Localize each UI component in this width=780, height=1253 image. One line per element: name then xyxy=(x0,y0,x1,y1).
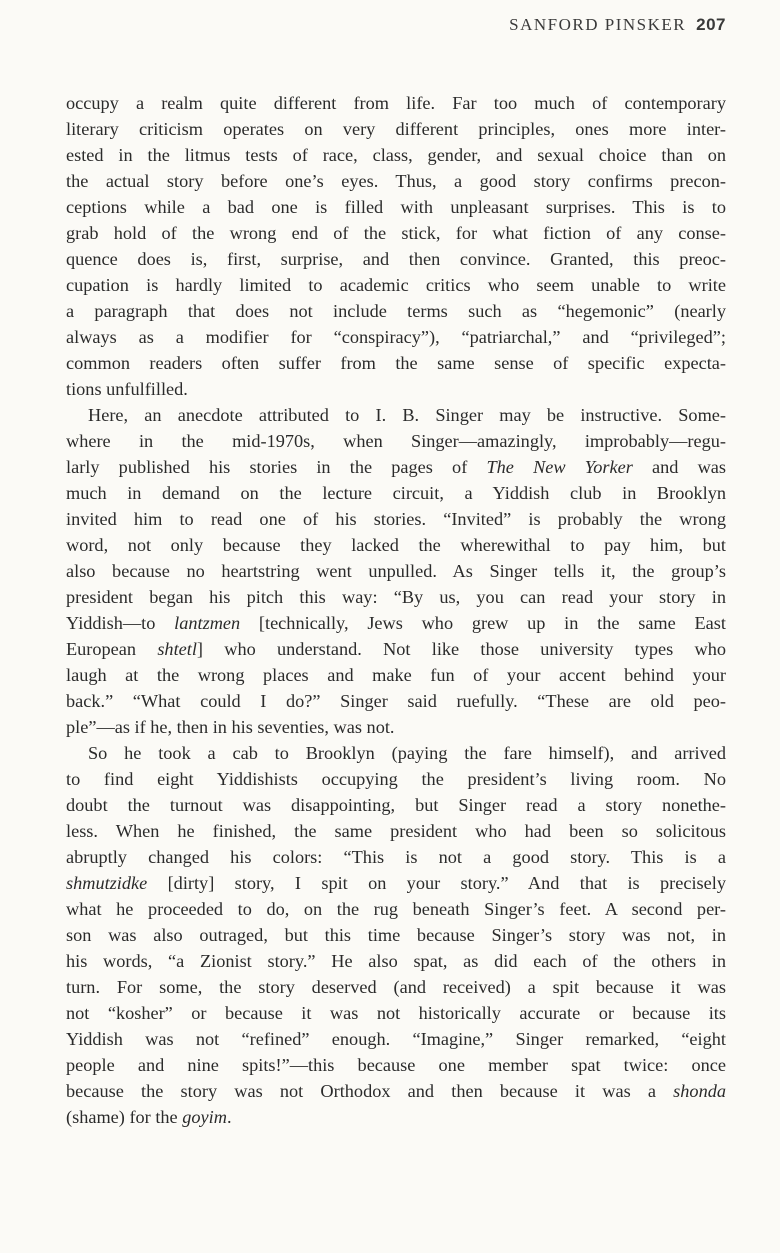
text-run: to find eight Yiddishists occupying the president’s living room. No xyxy=(66,769,726,789)
text-run: word, not only because they lacked the wherewithal to pay him, but xyxy=(66,535,726,555)
text-line xyxy=(66,948,726,974)
text-line xyxy=(66,922,726,948)
text-run: much in demand on the lecture circuit, a Yiddish club in Brooklyn xyxy=(66,483,726,503)
text-line xyxy=(66,428,726,454)
text-run: where in the mid-1970s, when Singer—amazingly, improbably—regu- xyxy=(66,431,726,451)
text-line xyxy=(66,1078,726,1104)
text-run: ple”—as if he, then in his seventies, was not. xyxy=(66,717,395,737)
paragraph xyxy=(66,402,726,740)
text-run: tions unfulfilled. xyxy=(66,379,188,399)
text-line xyxy=(66,714,726,740)
text-line xyxy=(66,1052,726,1078)
text-line xyxy=(66,90,726,116)
text-run: turn. For some, the story deserved (and received) a spit because it was xyxy=(66,977,726,997)
text-run: invited him to read one of his stories. “Invited” is probably the wrong xyxy=(66,509,726,529)
running-head-author: SANFORD PINSKER xyxy=(509,15,687,34)
text-run: Here, an anecdote attributed to I. B. Singer may be instructive. Some- xyxy=(88,405,726,425)
text-line xyxy=(66,324,726,350)
text-run: cupation is hardly limited to academic critics who seem unable to write xyxy=(66,275,726,295)
text-line xyxy=(66,116,726,142)
text-run: Yiddish—to xyxy=(66,613,175,633)
text-line xyxy=(66,506,726,532)
text-run: ested in the litmus tests of race, class, gender, and sexual choice than on xyxy=(66,145,726,165)
text-line xyxy=(66,402,726,428)
text-run: occupy a realm quite different from life. Far too much of contemporary xyxy=(66,93,726,113)
paragraph xyxy=(66,740,726,1130)
text-run: and was xyxy=(632,457,726,477)
text-run: his words, “a Zionist story.” He also spat, as did each of the others in xyxy=(66,951,726,971)
text-run: president began his pitch this way: “By us, you can read your story in xyxy=(66,587,726,607)
text-line xyxy=(66,740,726,766)
text-run: a paragraph that does not include terms such as “hegemonic” (nearly xyxy=(66,301,726,321)
text-line xyxy=(66,376,726,402)
italic-text: The New Yorker xyxy=(486,457,633,477)
text-run: not “kosher” or because it was not historically accurate or because its xyxy=(66,1003,726,1023)
text-line xyxy=(66,896,726,922)
text-line xyxy=(66,792,726,818)
italic-text: goyim xyxy=(182,1107,227,1127)
text-run: ] who understand. Not like those university types who xyxy=(196,639,726,659)
text-line xyxy=(66,662,726,688)
running-head xyxy=(509,15,726,35)
text-line xyxy=(66,454,726,480)
text-run: laugh at the wrong places and make fun of your accent behind your xyxy=(66,665,726,685)
text-line xyxy=(66,142,726,168)
text-line xyxy=(66,246,726,272)
text-line xyxy=(66,974,726,1000)
text-line xyxy=(66,168,726,194)
text-line xyxy=(66,298,726,324)
text-run: son was also outraged, but this time because Singer’s story was not, in xyxy=(66,925,726,945)
text-run: abruptly changed his colors: “This is not a good story. This is a xyxy=(66,847,726,867)
italic-text: shmutzidke xyxy=(66,873,148,893)
text-run: common readers often suffer from the same sense of specific expecta- xyxy=(66,353,726,373)
text-line xyxy=(66,220,726,246)
text-line xyxy=(66,558,726,584)
text-run: always as a modifier for “conspiracy”), “patriarchal,” and “privileged”; xyxy=(66,327,726,347)
text-line xyxy=(66,1104,726,1130)
text-run: So he took a cab to Brooklyn (paying the fare himself), and arrived xyxy=(88,743,726,763)
text-line xyxy=(66,350,726,376)
text-run: quence does is, first, surprise, and then convince. Granted, this preoc- xyxy=(66,249,726,269)
text-run: [dirty] story, I spit on your story.” And that is precisely xyxy=(147,873,726,893)
text-line xyxy=(66,480,726,506)
text-run: because the story was not Orthodox and then because it was a xyxy=(66,1081,674,1101)
text-line xyxy=(66,870,726,896)
body-text xyxy=(66,90,726,1130)
text-run: doubt the turnout was disappointing, but Singer read a story nonethe- xyxy=(66,795,726,815)
text-run: less. When he finished, the same president who had been so solicitous xyxy=(66,821,726,841)
text-run: grab hold of the wrong end of the stick, for what fiction of any conse- xyxy=(66,223,726,243)
text-run: also because no heartstring went unpulled. As Singer tells it, the group’s xyxy=(66,561,726,581)
text-run: . xyxy=(226,1107,232,1127)
text-run: people and nine spits!”—this because one member spat twice: once xyxy=(66,1055,726,1075)
text-line xyxy=(66,532,726,558)
italic-text: lantzmen xyxy=(174,613,241,633)
text-line xyxy=(66,688,726,714)
text-run: Yiddish was not “refined” enough. “Imagine,” Singer remarked, “eight xyxy=(66,1029,726,1049)
text-line xyxy=(66,636,726,662)
text-run: larly published his stories in the pages of xyxy=(66,457,487,477)
text-line xyxy=(66,1000,726,1026)
text-run: European xyxy=(66,639,158,659)
text-run: literary criticism operates on very different principles, ones more inter- xyxy=(66,119,726,139)
paragraph xyxy=(66,90,726,402)
text-line xyxy=(66,844,726,870)
text-run: [technically, Jews who grew up in the same East xyxy=(240,613,726,633)
text-run: what he proceeded to do, on the rug beneath Singer’s feet. A second per- xyxy=(66,899,726,919)
text-line xyxy=(66,610,726,636)
italic-text: shonda xyxy=(673,1081,726,1101)
text-run: back.” “What could I do?” Singer said ruefully. “These are old peo- xyxy=(66,691,726,711)
text-run: the actual story before one’s eyes. Thus, a good story confirms precon- xyxy=(66,171,726,191)
text-line xyxy=(66,1026,726,1052)
text-line xyxy=(66,818,726,844)
text-run: ceptions while a bad one is filled with unpleasant surprises. This is to xyxy=(66,197,726,217)
text-line xyxy=(66,272,726,298)
text-line xyxy=(66,584,726,610)
text-run: (shame) for the xyxy=(66,1107,183,1127)
italic-text: shtetl xyxy=(157,639,197,659)
text-line xyxy=(66,194,726,220)
page-number: 207 xyxy=(696,15,726,34)
text-line xyxy=(66,766,726,792)
